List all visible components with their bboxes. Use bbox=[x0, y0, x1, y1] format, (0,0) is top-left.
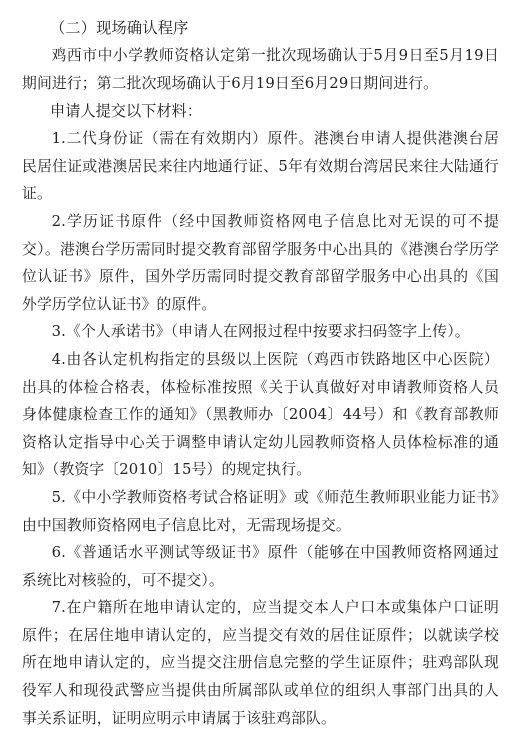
section-heading: （二）现场确认程序 bbox=[50, 19, 189, 37]
material-item-3: 3.《个人承诺书》（申请人在网报过程中按要求扫码签字上传）。 bbox=[51, 323, 470, 341]
materials-label: 申请人提交以下材料： bbox=[50, 102, 202, 121]
material-item-1: 1.二代身份证（需在有效期内）原件。港澳台申请人提供港澳台居民居住证或港澳居民来往内地通行证、5年有效期台湾居民来往大陆通行证。 bbox=[22, 130, 499, 203]
material-item-2: 2.学历证书原件（经中国教师资格网电子信息比对无误的可不提交）。港澳台学历需同时提交教育部留学服务中心出具的《港澳台学历学位认证书》原件，国外学历需同时提交教育部留学服务中心出具的《国外学历学位认证书》的原件。 bbox=[22, 212, 499, 313]
material-item-7: 7.在户籍所在地申请认定的，应当提交本人户口本或集体户口证明原件；在居住地申请认定的，应当提交有效的居住证原件；以就读学校所在地申请认定的，应当提交注册信息完整的学生证原件；驻鸡部队现役军人和现役武警应当提供由所属部队或单位的组织人事部门出具的人事关系证明，证明应明示申请属于该驻鸡部队。 bbox=[22, 599, 499, 727]
material-item-6: 6.《普通话水平测试等级证书》原件（能够在中国教师资格网通过系统比对核验的，可不提交）。 bbox=[22, 544, 499, 589]
material-item-5: 5.《中小学教师资格考试合格证明》或《师范生教师职业能力证书》由中国教师资格网电子信息比对，无需现场提交。 bbox=[22, 488, 499, 534]
material-item-4: 4.由各认定机构指定的县级以上医院（鸡西市铁路地区中心医院）出具的体检合格表，体检标准按照《关于认真做好对申请教师资格人员身体健康检查工作的通知》（黑教师办〔2004〕44号）和《教育部教师资格认定指导中心关于调整申请认定幼儿园教师资格人员体检标准的通知》（教资字〔2010〕15号）的规定执行。 bbox=[22, 350, 499, 479]
intro-paragraph: 鸡西市中小学教师资格认定第一批次现场确认于5月9日至5月19日期间进行；第二批次现场确认于6月19日至6月29日期间进行。 bbox=[22, 47, 499, 92]
